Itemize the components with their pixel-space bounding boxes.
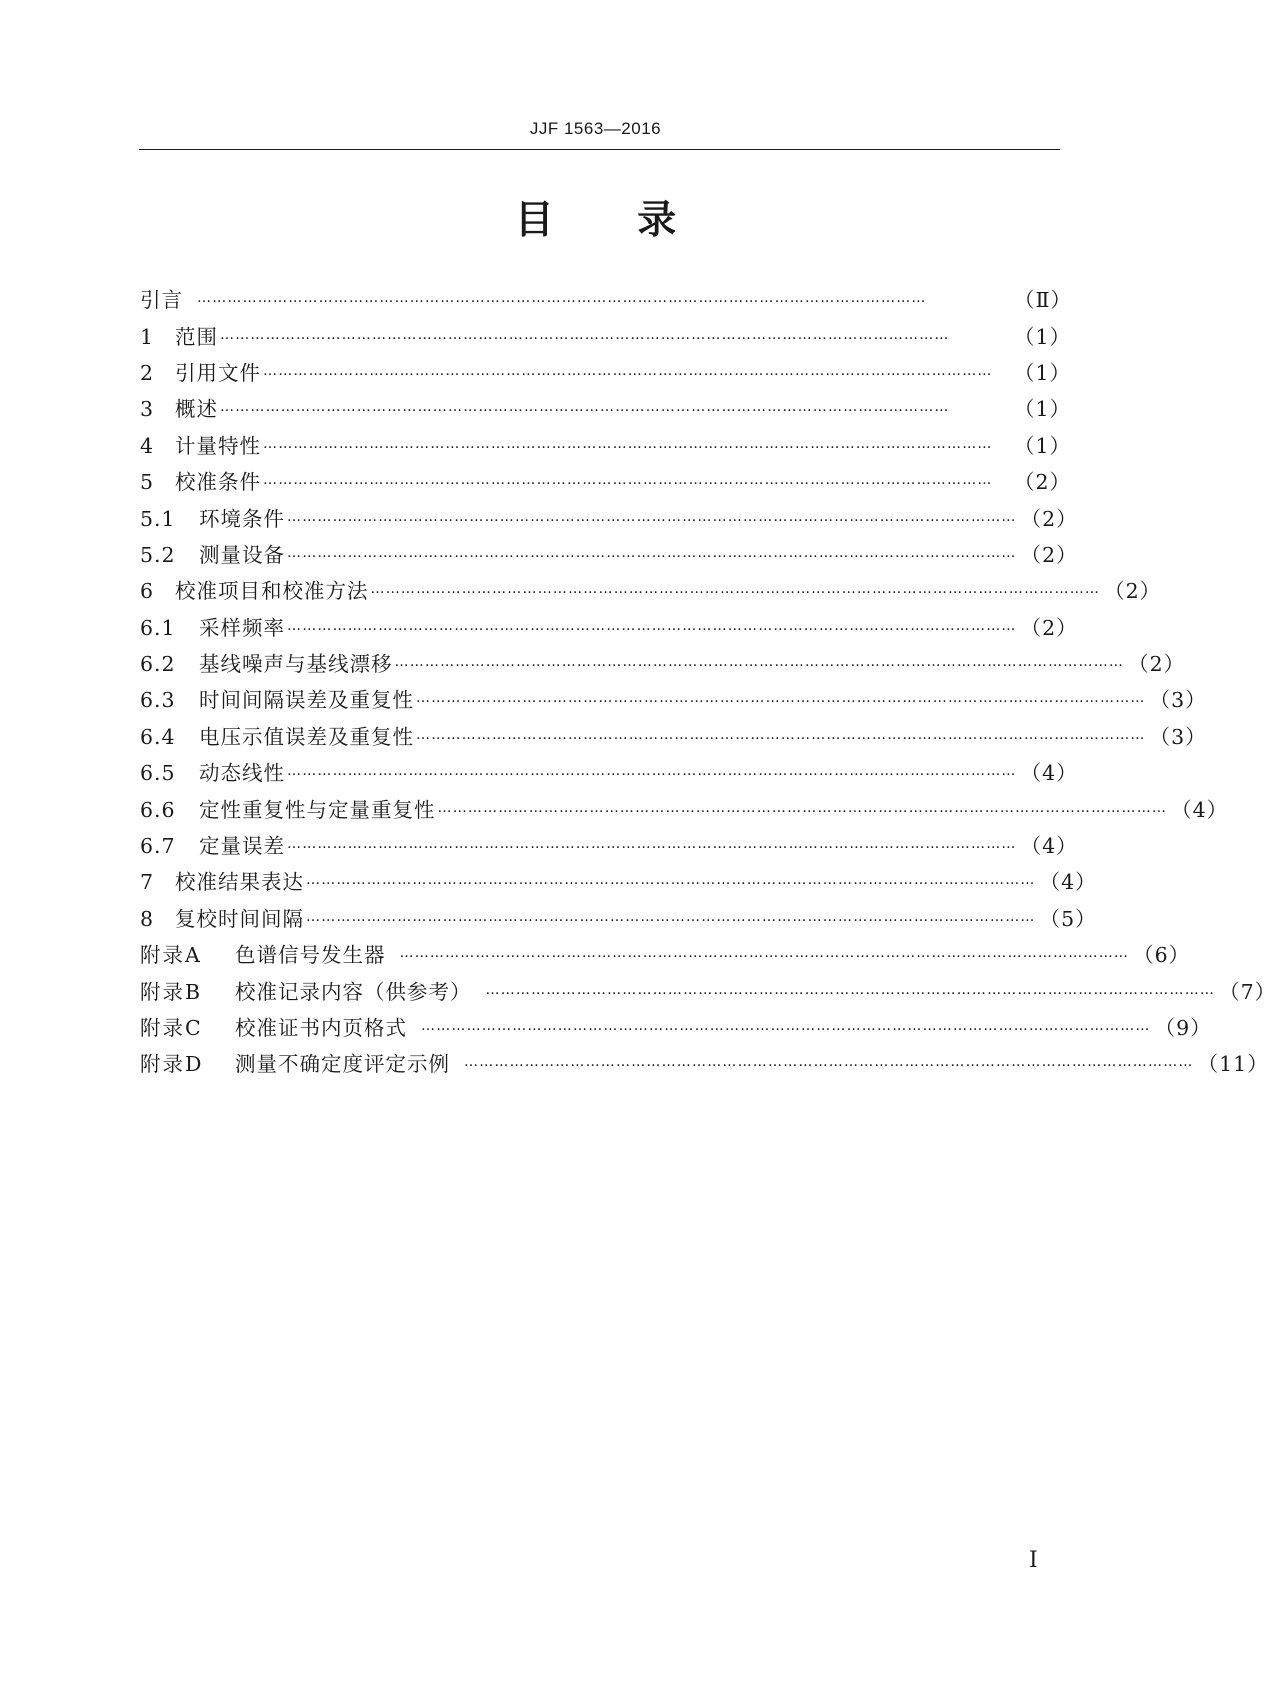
toc-entry-label bbox=[140, 975, 484, 1005]
toc-entry-page: （4） bbox=[1020, 761, 1078, 786]
toc-entry-number: 附录A bbox=[140, 943, 202, 968]
toc-leader-dots: ……………………………………………………………………………………………………………………………… bbox=[287, 544, 1017, 561]
page-number: I bbox=[1029, 1548, 1038, 1573]
toc-entry-number: 5 bbox=[140, 470, 155, 495]
toc-entry-page: （1） bbox=[1014, 433, 1072, 458]
toc-entry-appendix[interactable] bbox=[140, 935, 1191, 971]
toc-entry-label bbox=[140, 538, 285, 568]
toc-entry-page: （1） bbox=[1014, 360, 1072, 385]
toc-entry-appendix[interactable] bbox=[140, 971, 1276, 1007]
toc-entry-title: 校准证书内页格式 bbox=[235, 1016, 407, 1040]
toc-entry-title: 计量特性 bbox=[175, 433, 261, 458]
toc-leader-dots: ……………………………………………………………………………………………………………………………… bbox=[416, 690, 1146, 707]
toc-entry[interactable] bbox=[140, 789, 1229, 825]
toc-entry-number: 8 bbox=[140, 906, 155, 931]
toc-leader-dots: ……………………………………………………………………………………………………………………………… bbox=[263, 362, 993, 379]
toc-entry-number: 6.7 bbox=[140, 834, 176, 859]
toc-leader-dots: ……………………………………………………………………………………………………………………………… bbox=[220, 326, 950, 343]
toc-entry-title: 引用文件 bbox=[175, 360, 261, 385]
toc-entry-label bbox=[140, 865, 304, 895]
toc-entry-page: （2） bbox=[1014, 470, 1072, 495]
toc-entry[interactable] bbox=[140, 644, 1186, 680]
toc-entry-number: 6 bbox=[140, 579, 155, 604]
toc-leader-dots: ……………………………………………………………………………………………………………………………… bbox=[421, 1018, 1151, 1034]
toc-leader-dots: ……………………………………………………………………………………………………………………………… bbox=[394, 654, 1125, 671]
toc-entry-title: 校准项目和校准方法 bbox=[175, 579, 369, 604]
toc-leader-dots: ……………………………………………………………………………………………………………………………… bbox=[287, 617, 1017, 634]
toc-entry-label bbox=[140, 574, 369, 604]
toc-entry-number: 6.1 bbox=[140, 615, 176, 640]
toc-entry-title: 概述 bbox=[175, 397, 218, 422]
toc-entry-page: （2） bbox=[1128, 652, 1186, 677]
toc-entry-page: （2） bbox=[1020, 542, 1078, 567]
toc-entry-appendix[interactable] bbox=[140, 1044, 1269, 1080]
toc-entry-number: 附录C bbox=[140, 1016, 203, 1040]
toc-entry[interactable] bbox=[140, 680, 1207, 716]
toc-entry-title: 校准记录内容（供参考） bbox=[235, 979, 472, 1004]
toc-entry-label bbox=[140, 902, 304, 932]
toc-entry[interactable] bbox=[140, 353, 1072, 389]
toc-entry-number: 7 bbox=[140, 870, 155, 895]
toc-leader-dots: ……………………………………………………………………………………………………………………………… bbox=[197, 290, 927, 307]
toc-entry-title: 环境条件 bbox=[199, 506, 285, 531]
document-code: JJF 1563—2016 bbox=[529, 119, 662, 138]
toc-entry-label bbox=[140, 429, 261, 459]
toc-entry[interactable] bbox=[140, 826, 1078, 862]
toc-entry-page: （4） bbox=[1171, 797, 1229, 822]
toc-entry-label bbox=[140, 611, 285, 641]
toc-entry-label bbox=[140, 683, 414, 713]
toc-leader-dots: ……………………………………………………………………………………………………………………………… bbox=[485, 981, 1216, 998]
toc-entry-page: （7） bbox=[1219, 979, 1276, 1004]
toc-entry[interactable] bbox=[140, 899, 1097, 935]
toc-entry-title: 测量设备 bbox=[199, 542, 285, 567]
toc-entry-title: 色谱信号发生器 bbox=[235, 943, 386, 968]
toc-entry-label bbox=[140, 938, 398, 968]
toc-entry-number: 3 bbox=[140, 397, 155, 422]
toc-leader-dots: ……………………………………………………………………………………………………………………………… bbox=[220, 399, 950, 416]
toc-entry-number: 6.5 bbox=[140, 761, 176, 786]
toc-entry-number: 5.2 bbox=[140, 542, 176, 567]
toc-entry-number: 附录B bbox=[140, 979, 203, 1004]
toc-entry-label bbox=[140, 392, 218, 422]
toc-entry-number: 4 bbox=[140, 433, 155, 458]
toc-entry-title: 采样频率 bbox=[199, 615, 285, 640]
toc-entry-number: 6.4 bbox=[140, 724, 176, 749]
header-divider bbox=[139, 149, 1060, 150]
toc-entry[interactable] bbox=[140, 426, 1072, 462]
toc-entry-number: 6.3 bbox=[140, 688, 176, 713]
toc-entry-page: （Ⅱ） bbox=[1014, 288, 1072, 313]
toc-leader-dots: ……………………………………………………………………………………………………………………………… bbox=[464, 1054, 1194, 1071]
toc-entry[interactable] bbox=[140, 316, 1072, 352]
toc-entry-page: （2） bbox=[1104, 579, 1162, 604]
toc-entry-page: （9） bbox=[1154, 1016, 1212, 1040]
toc-entry-label bbox=[140, 829, 285, 859]
toc-entry-label bbox=[140, 1047, 462, 1077]
toc-entry-number: 5.1 bbox=[140, 506, 176, 531]
toc-entry-title: 校准条件 bbox=[175, 470, 261, 495]
toc-entry[interactable] bbox=[140, 717, 1207, 753]
toc-entry-title: 定量误差 bbox=[199, 834, 285, 859]
toc-leader-dots: ……………………………………………………………………………………………………………………………… bbox=[287, 508, 1017, 525]
toc-leader-dots: ……………………………………………………………………………………………………………………………… bbox=[263, 472, 993, 489]
toc-entry-title: 动态线性 bbox=[199, 761, 285, 786]
toc-entry-label bbox=[140, 793, 436, 823]
toc-entry[interactable] bbox=[140, 608, 1078, 644]
toc-entry-number: 2 bbox=[140, 360, 155, 385]
toc-entry-title: 定性重复性与定量重复性 bbox=[199, 797, 436, 822]
toc-entry-page: （1） bbox=[1014, 324, 1072, 349]
toc-leader-dots: ……………………………………………………………………………………………………………………………… bbox=[437, 799, 1168, 816]
toc-leader-dots: ……………………………………………………………………………………………………………………………… bbox=[287, 763, 1017, 780]
table-of-contents bbox=[140, 280, 1276, 1081]
toc-entry-title: 基线噪声与基线漂移 bbox=[199, 652, 393, 677]
toc-entry[interactable] bbox=[140, 498, 1078, 534]
toc-entry-number: 6.2 bbox=[140, 652, 176, 677]
toc-entry-title: 测量不确定度评定示例 bbox=[235, 1052, 450, 1077]
toc-entry-title: 引言 bbox=[140, 288, 183, 313]
toc-entry-label bbox=[140, 320, 218, 350]
toc-entry[interactable] bbox=[140, 280, 1072, 316]
toc-entry-label bbox=[140, 283, 195, 313]
toc-entry-label bbox=[140, 647, 393, 677]
toc-leader-dots: ……………………………………………………………………………………………………………………………… bbox=[263, 435, 993, 452]
toc-entry-page: （4） bbox=[1020, 834, 1078, 859]
toc-entry-title: 电压示值误差及重复性 bbox=[199, 724, 414, 749]
toc-leader-dots: ……………………………………………………………………………………………………………………………… bbox=[399, 945, 1130, 962]
toc-entry-label bbox=[140, 356, 261, 386]
toc-leader-dots: ……………………………………………………………………………………………………………………………… bbox=[287, 836, 1017, 853]
toc-entry-number: 1 bbox=[140, 324, 155, 349]
toc-entry-page: （3） bbox=[1149, 724, 1207, 749]
toc-entry-page: （2） bbox=[1020, 615, 1078, 640]
page-title: 目 录 bbox=[514, 198, 677, 243]
toc-entry-page: （11） bbox=[1197, 1052, 1269, 1077]
toc-leader-dots: ……………………………………………………………………………………………………………………………… bbox=[306, 908, 1036, 925]
toc-entry-label bbox=[140, 502, 285, 532]
toc-entry-page: （4） bbox=[1039, 870, 1097, 895]
toc-entry-appendix[interactable] bbox=[140, 1008, 1212, 1044]
toc-entry-title: 范围 bbox=[175, 324, 218, 349]
toc-entry-page: （5） bbox=[1039, 906, 1097, 931]
toc-entry-page: （6） bbox=[1133, 943, 1191, 968]
toc-entry-number: 附录D bbox=[140, 1052, 204, 1077]
toc-leader-dots: ……………………………………………………………………………………………………………………………… bbox=[370, 581, 1101, 598]
toc-entry[interactable] bbox=[140, 462, 1072, 498]
toc-entry[interactable] bbox=[140, 862, 1097, 898]
toc-entry[interactable] bbox=[140, 535, 1078, 571]
toc-leader-dots: ……………………………………………………………………………………………………………………………… bbox=[306, 872, 1036, 889]
toc-entry[interactable] bbox=[140, 571, 1162, 607]
toc-entry-page: （3） bbox=[1149, 688, 1207, 713]
toc-entry-title: 校准结果表达 bbox=[175, 870, 304, 895]
toc-entry-label bbox=[140, 720, 414, 750]
toc-entry-title: 时间间隔误差及重复性 bbox=[199, 688, 414, 713]
toc-entry-title: 复校时间间隔 bbox=[175, 906, 304, 931]
toc-entry-label bbox=[140, 465, 261, 495]
toc-entry-page: （1） bbox=[1014, 397, 1072, 422]
toc-leader-dots: ……………………………………………………………………………………………………………………………… bbox=[416, 726, 1146, 743]
toc-entry[interactable] bbox=[140, 389, 1072, 425]
toc-entry-number: 6.6 bbox=[140, 797, 176, 822]
toc-entry-label bbox=[140, 1011, 419, 1041]
toc-entry-label bbox=[140, 756, 285, 786]
toc-entry-page: （2） bbox=[1020, 506, 1078, 531]
toc-entry[interactable] bbox=[140, 753, 1078, 789]
